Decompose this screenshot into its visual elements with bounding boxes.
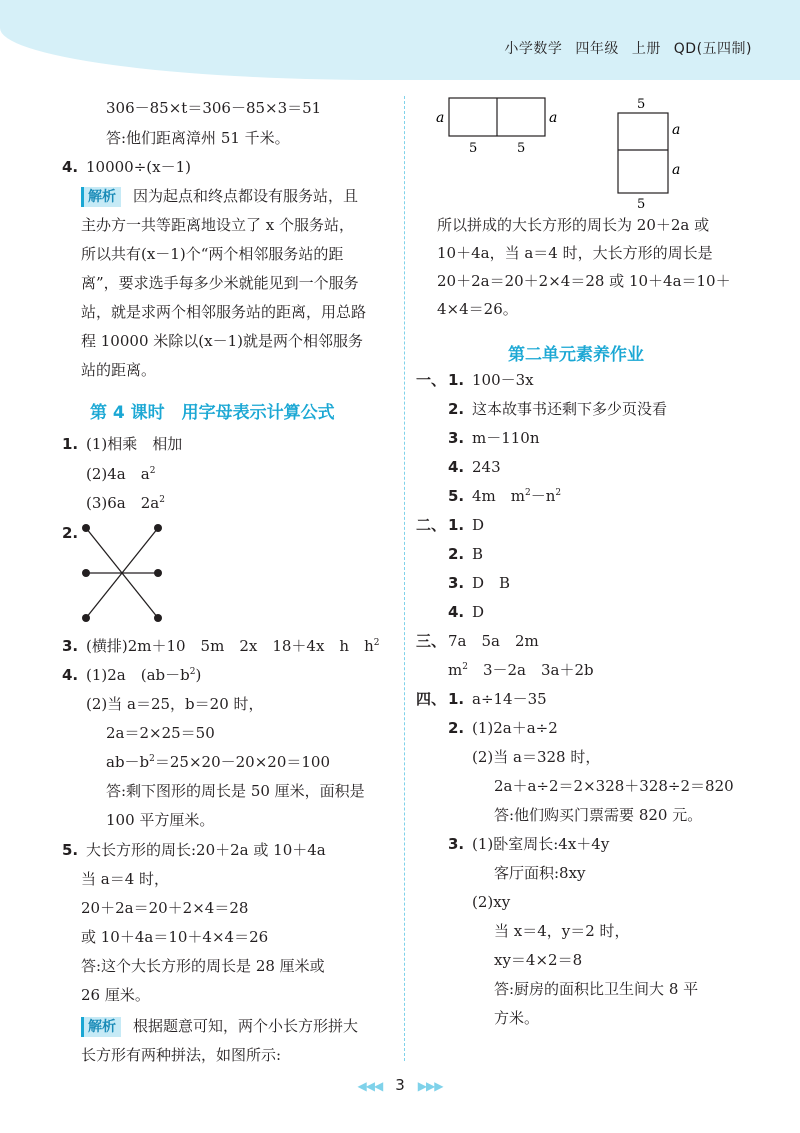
r-line-4: 4×4＝26。 [437,300,518,318]
s4-q3-d: 当 x＝4，y＝2 时， [494,922,630,940]
s1-q1 [416,370,534,390]
s4-q1-answer: a÷14－35 [472,690,547,708]
p5-e: 答:这个大长方形的周长是 28 厘米或 [81,957,325,975]
s4-q3-e: xy＝4×2＝8 [494,951,583,969]
match-dot [82,614,90,622]
s1-q5-pre: 4m m [472,487,525,505]
p4-d-pre: ab－b [106,753,150,771]
p1-number: 1. [62,435,79,453]
label-a-right: a [549,110,558,126]
explain-7: 站的距离。 [81,361,157,379]
s4-q2-c: 2a＋a÷2＝2×328＋328÷2＝820 [494,777,734,795]
s2-q4-number: 4. [448,603,465,621]
label-5-right: 5 [517,141,526,156]
s1-q2-number: 2. [448,400,465,418]
explain-8 [81,1016,358,1037]
left-arrows-icon: ◀◀◀ [357,1079,383,1093]
s2-q3-answer: D B [472,574,511,592]
p4-c: 2a＝2×25＝50 [106,724,215,742]
p1-b-sup: 2 [149,466,156,476]
explain-5: 站，就是求两个相邻服务站的距离，用总路 [81,303,367,321]
s4-q3-c: (2)xy [472,893,511,911]
p1-c [86,493,165,513]
s2-q3-number: 3. [448,574,465,592]
vertical-rectangle-figure [605,92,695,212]
s2-q3 [448,573,510,593]
right-arrows-icon: ▶▶▶ [417,1079,443,1093]
section-1-label: 一、 [416,371,447,389]
s1-q5-sup2: 2 [555,488,562,498]
p3 [62,636,379,656]
s4-q3 [448,834,609,854]
s1-q4-answer: 243 [472,458,501,476]
label-5-top: 5 [637,97,646,112]
explain-text-8: 根据题意可知，两个小长方形拼大 [133,1017,359,1035]
p4-e: 答:剩下图形的周长是 50 厘米，面积是 [106,782,365,800]
s1-q5-number: 5. [448,487,465,505]
s1-q5-mid: －n [530,487,556,505]
explain-tag: 解析 [81,187,121,207]
s4-q2 [448,718,558,738]
p5 [62,840,326,860]
s3-line-1 [416,631,539,651]
line-l2: 答:他们距离漳州 51 千米。 [106,129,290,147]
column-divider [404,96,405,1061]
section-3-label: 三、 [416,632,447,650]
s2-q1-number: 1. [448,516,465,534]
p5-a: 大长方形的周长:20＋2a 或 10＋4a [86,841,326,859]
explain-4: 离”，要求选手每多少米就能见到一个服务 [81,274,359,292]
p1 [62,434,182,454]
q4 [62,157,191,177]
s1-q3-answer: m－110n [472,429,540,447]
label-a-bottom: a [672,162,681,178]
s1-q1-number: 1. [448,371,465,389]
p4-d [106,752,330,772]
label-a-top: a [672,122,681,138]
s1-q4 [448,457,501,477]
s1-q2 [448,399,667,419]
p4-a: (1)2a (ab－b [86,666,190,684]
s2-q4-answer: D [472,603,485,621]
r-line-2: 10＋4a，当 a＝4 时，大长方形的周长是 [437,244,713,262]
s2-q2-number: 2. [448,545,465,563]
q4-text: 10000÷(x－1) [86,158,191,176]
p3-number: 3. [62,637,79,655]
p4-a-sup: 2 [189,667,196,677]
label-5-left: 5 [469,141,478,156]
p2-number: 2. [62,524,79,542]
p1-b [86,464,155,484]
p4-b: (2)当 a＝25，b＝20 时， [86,695,264,713]
p1-b-text: (2)4a a [86,465,150,483]
s1-q5-sup1: 2 [525,488,531,498]
match-dot [82,569,90,577]
s3-line-2 [448,660,594,680]
match-dot [154,614,162,622]
explain-2: 主办方一共等距离地设立了 x 个服务站， [81,216,354,234]
lesson-title: 第 4 课时 用字母表示计算公式 [90,403,335,423]
s1-q2-answer: 这本故事书还剩下多少页没看 [472,400,668,418]
q4-number: 4. [62,158,79,176]
unit-title: 第二单元素养作业 [508,345,644,365]
p5-d: 或 10＋4a＝10＋4×4＝26 [81,928,269,946]
p5-number: 5. [62,841,79,859]
s4-q2-a: (1)2a＋a÷2 [472,719,558,737]
s2-q4 [448,602,484,622]
p4-d-sup: 2 [149,754,155,764]
s4-q3-b: 客厅面积:8xy [494,864,586,882]
r-line-3: 20＋2a＝20＋2×4＝28 或 10＋4a＝10＋ [437,272,731,290]
p5-f: 26 厘米。 [81,986,150,1004]
s3-answer-1: 7a 5a 2m [448,632,539,650]
s4-q3-g: 方米。 [494,1009,540,1027]
s4-q1-number: 1. [448,690,465,708]
s4-q3-a: (1)卧室周长:4x＋4y [472,835,610,853]
explain-1 [81,186,358,207]
header-title: 小学数学 四年级 上册 QD(五四制) [504,41,752,57]
s3-answer-2-pre: m [448,661,463,679]
s1-q3-number: 3. [448,429,465,447]
explain-6: 程 10000 米除以(x－1)就是两个相邻服务 [81,332,363,350]
p1-c-sup: 2 [159,495,165,505]
section-2-label: 二、 [416,516,447,534]
s1-q1-answer: 100－3x [472,371,534,389]
p5-b: 当 a＝4 时， [81,870,170,888]
p4-number: 4. [62,666,79,684]
s2-q2-answer: B [472,545,484,563]
explain-text-1: 因为起点和终点都设有服务站，且 [133,187,359,205]
page-footer [0,1076,800,1094]
s1-q3 [448,428,540,448]
s2-q2 [448,544,483,564]
s4-q2-b: (2)当 a＝328 时， [472,748,601,766]
line-l1: 306－85×t＝306－85×3＝51 [106,99,322,117]
explain-3: 所以共有(x－1)个“两个相邻服务站的距 [81,245,344,263]
match-dot [154,569,162,577]
explain-9: 长方形有两种拼法，如图所示: [81,1046,282,1064]
label-5-bottom: 5 [637,197,646,212]
p4-d-post: ＝25×20－20×20＝100 [154,753,331,771]
s2-q1-answer: D [472,516,485,534]
match-dot [82,524,90,532]
s1-q5 [448,486,561,506]
p4 [62,665,201,685]
s2-q1 [416,515,484,535]
p3-text: (横排)2m＋10 5m 2x 18＋4x h h [86,637,374,655]
r-line-1: 所以拼成的大长方形的周长为 20＋2a 或 [437,216,710,234]
horizontal-rectangle-figure [432,92,562,156]
s4-q3-number: 3. [448,835,465,853]
s1-q4-number: 4. [448,458,465,476]
page-number: 3 [395,1076,405,1094]
p3-sup: 2 [373,638,380,648]
s4-q1 [416,689,547,709]
s3-sup: 2 [462,662,468,672]
match-dot [154,524,162,532]
p1-a: (1)相乘 相加 [86,435,183,453]
p1-c-text: (3)6a 2a [86,494,160,512]
explain-tag-2: 解析 [81,1017,121,1037]
rect-outline [618,113,668,193]
label-a-left: a [436,110,445,126]
s4-q3-f: 答:厨房的面积比卫生间大 8 平 [494,980,699,998]
p4-f: 100 平方厘米。 [106,811,215,829]
s4-q2-d: 答:他们购买门票需要 820 元。 [494,806,703,824]
p5-c: 20＋2a＝20＋2×4＝28 [81,899,249,917]
s4-q2-number: 2. [448,719,465,737]
s3-answer-2-post: 3－2a 3a＋2b [467,661,594,679]
section-4-label: 四、 [416,690,447,708]
matching-diagram [78,520,168,630]
p4-a-end: ) [195,666,202,684]
